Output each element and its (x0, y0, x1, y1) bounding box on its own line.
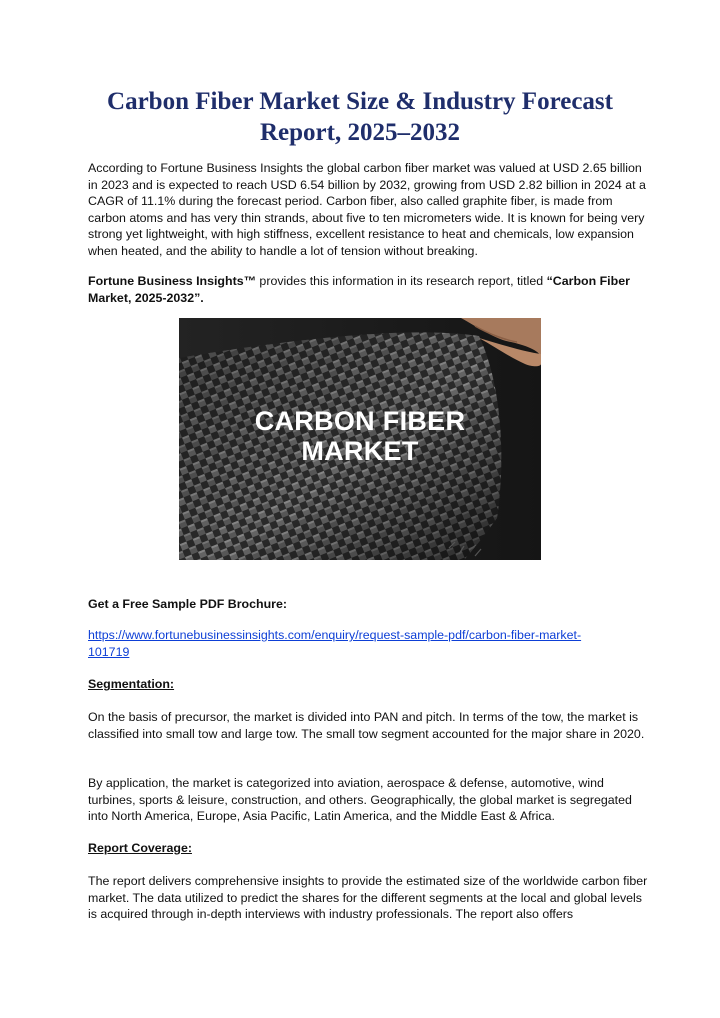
coverage-heading: Report Coverage: (88, 841, 192, 855)
title-line-2: Report, 2025–2032 (260, 119, 460, 146)
source-text: provides this information in its research report, titled (255, 274, 547, 288)
segmentation-paragraph-2: By application, the market is categorized into aviation, aerospace & defense, automotive, wind turbines, sports & leisure, construction, and others. Geographically, the global market is segregated into North America, Europe, Asia Pacific, Latin America, and the Middle East & Africa. (88, 776, 632, 824)
report-title: “Carbon Fiber Market, 2025-2032”. (88, 274, 630, 305)
sample-link-line-1: https://www.fortunebusinessinsights.com/enquiry/request-sample-pdf/carbon-fiber-market- (88, 628, 582, 642)
carbon-fiber-hero-image (179, 318, 541, 560)
title-line-1: Carbon Fiber Market Size & Industry Forecast (107, 88, 613, 115)
document-title (60, 86, 660, 148)
source-paragraph (88, 273, 648, 306)
hero-image-caption (179, 406, 541, 466)
sample-heading: Get a Free Sample PDF Brochure: (88, 597, 287, 611)
coverage-paragraph-1: The report delivers comprehensive insights to provide the estimated size of the worldwide carbon fiber market. The data utilized to predict the shares for the different segments at the local and global levels is acquired through in-depth interviews with industry professionals. The report also offers (88, 874, 648, 922)
hero-caption-line-1: CARBON FIBER (254, 406, 466, 436)
segmentation-paragraph-1: On the basis of precursor, the market is divided into PAN and pitch. In terms of the tow, the market is classified into small tow and large tow. The small tow segment accounted for the major share in 2020. (88, 710, 645, 741)
sample-link-line-2: 101719 (88, 644, 130, 659)
brand-name: Fortune Business Insights™ (88, 274, 256, 288)
intro-paragraph: According to Fortune Business Insights the global carbon fiber market was valued at USD 2.65 billion in 2023 and is expected to reach USD 6.54 billion by 2032, growing from USD 2.82 billion in 2024 at a CAGR of 11.1% during the forecast period. Carbon fiber, also called graphite fiber, is made from carbon atoms and has very thin strands, about five to ten micrometers wide. It is known for being very strong yet lightweight, with high stiffness, excellent resistance to heat and chemicals, low expansion when heated, and the ability to handle a lot of tension without breaking. (88, 161, 646, 258)
hero-caption-line-2: MARKET (301, 436, 419, 466)
sample-pdf-link[interactable] (88, 627, 648, 660)
segmentation-heading: Segmentation: (88, 677, 175, 691)
